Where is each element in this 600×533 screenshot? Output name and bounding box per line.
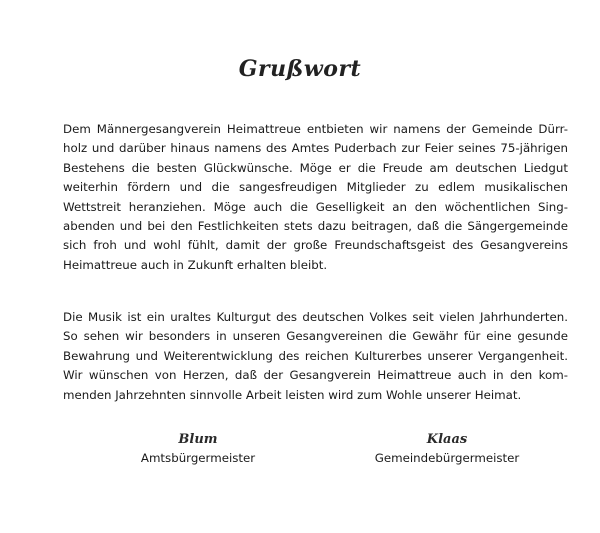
text-line: holz und darüber hinaus namens des Amtes Puderbach zur Feier seines 75-jährigen bbox=[63, 141, 568, 156]
greeting-paragraph-1 bbox=[63, 120, 568, 275]
text-line: Heimattreue auch in Zukunft erhalten bleibt. bbox=[63, 257, 328, 272]
text-line: Dem Männergesangverein Heimattreue entbieten wir namens der Gemeinde Dürr- bbox=[63, 122, 568, 136]
text-line: menden Jahrzehnten sinnvolle Arbeit leisten wird zum Wohle unserer Heimat. bbox=[63, 387, 522, 402]
signature-block-left bbox=[128, 432, 268, 465]
text-line: sich froh und wohl fühlt, damit der große Freundschaftsgeist des Gesangvereins bbox=[63, 238, 568, 253]
page-title: Grußwort bbox=[238, 56, 362, 82]
text-line: Die Musik ist ein uraltes Kulturgut des deutschen Volkes seit vielen Jahrhunderten. bbox=[63, 310, 568, 324]
greeting-paragraph-2 bbox=[63, 308, 568, 405]
signature-block-right bbox=[362, 432, 532, 465]
text-line: Wir wünschen von Herzen, daß der Gesangverein Heimattreue auch in den kom- bbox=[63, 368, 568, 383]
text-line: Bestehens die besten Glückwünsche. Möge er die Freude am deutschen Liedgut bbox=[63, 160, 568, 175]
text-line: So sehen wir besonders in unseren Gesangvereinen die Gewähr für eine gesunde bbox=[63, 329, 568, 344]
signature-title: Gemeindebürgermeister bbox=[374, 451, 520, 465]
signature-title: Amtsbürgermeister bbox=[140, 451, 256, 465]
signature-name: Klaas bbox=[426, 432, 468, 447]
text-line: Bewahrung und Weiterentwicklung des reichen Kulturerbes unserer Vergangenheit. bbox=[63, 348, 568, 363]
signature-name: Blum bbox=[178, 432, 218, 447]
text-line: weiterhin fördern und die sangesfreudigen Mitglieder zu edlem musikalischen bbox=[63, 180, 568, 195]
text-line: abenden und bei den Festlichkeiten stets dazu beitragen, daß die Sängergemeinde bbox=[63, 219, 568, 234]
text-line: Wettstreit heranziehen. Möge auch die Geselligkeit an den wöchentlichen Sing- bbox=[63, 199, 568, 214]
